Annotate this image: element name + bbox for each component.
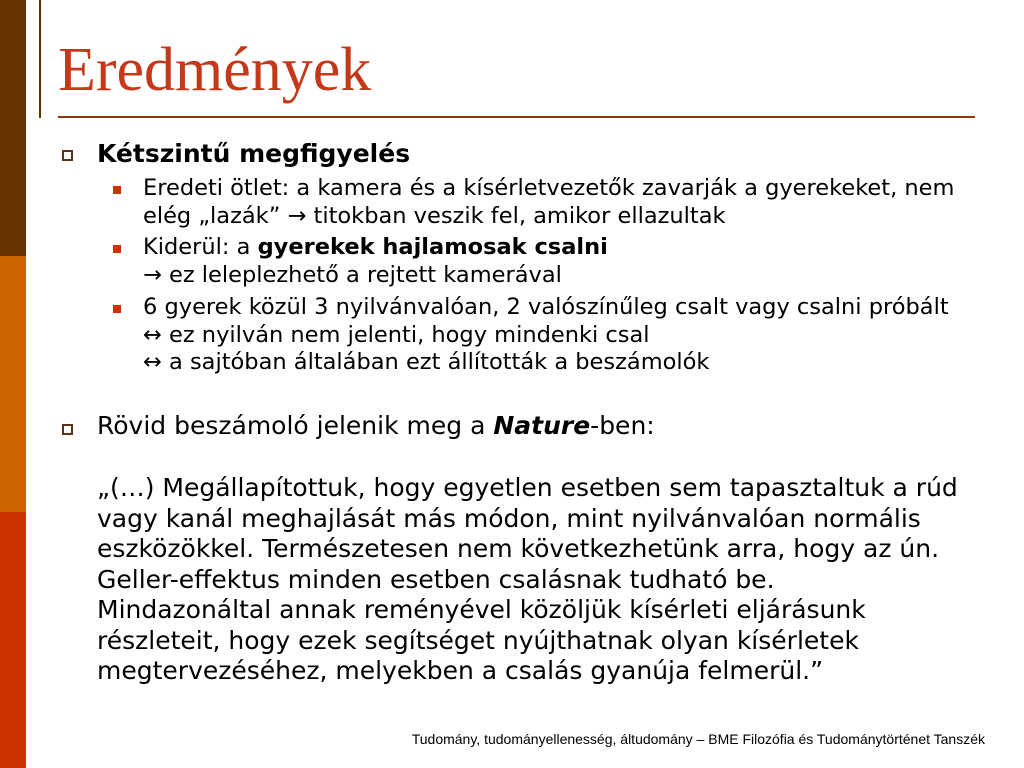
quote-line: részleteit, hogy ezek segítséget nyújthatnak olyan kísérletek [97, 625, 859, 655]
subpoint-line: → ez leleplezhető a rejtett kamerával [143, 261, 562, 288]
quote-line: megtervezéséhez, melyekben a csalás gyanúja felmerül.” [97, 656, 824, 685]
decor-strip-top [0, 0, 26, 256]
decor-strip-bottom [0, 512, 26, 768]
filled-square-bullet-icon [113, 186, 121, 194]
quote-line: eszközökkel. Természetesen nem következhetünk arra, hogy az ún. [97, 534, 940, 563]
decor-strip-middle [0, 256, 26, 512]
slide-title: Eredmények [58, 36, 372, 104]
subpoint-line: 6 gyerek közül 3 nyilvánvalóan, 2 valószínűleg csalt vagy csalni próbált [143, 294, 949, 320]
journal-name: Nature [493, 411, 591, 440]
decor-vertical-line [39, 0, 41, 118]
subpoint-line: Eredeti ötlet: a kamera és a kísérletvezetők zavarják a gyerekeket, nem [143, 175, 955, 201]
quote-line: vagy kanál meghajlását más módon, mint nyilvánvalóan normális [97, 503, 921, 533]
subpoint-line: ↔ a sajtóban általában ezt állították a beszámolók [143, 349, 710, 375]
hollow-square-bullet-icon [62, 424, 73, 435]
bullet-point-2 [97, 411, 655, 442]
point-text [97, 411, 655, 442]
filled-square-bullet-icon [113, 305, 121, 313]
quote-line: Mindazonáltal annak reményével közöljük kísérleti eljárásunk [97, 595, 866, 624]
point-text-before: Rövid beszámoló jelenik meg a [97, 411, 494, 440]
subpoint-text: Kiderül: a [143, 234, 258, 260]
point-text-after: -ben: [590, 411, 655, 440]
subpoint-2 [143, 234, 608, 289]
subpoint-line: ↔ ez nyilván nem jelenti, hogy mindenki csal [143, 321, 650, 348]
point-heading: Kétszintű megfigyelés [97, 139, 411, 168]
subpoint-3 [143, 294, 949, 377]
hollow-square-bullet-icon [62, 150, 73, 161]
quote-line: Geller-effektus minden esetben csalásnak tudható be. [97, 564, 775, 594]
subpoint-emphasis: gyerekek hajlamosak csalni [257, 234, 608, 260]
quote-line: „(…) Megállapítottuk, hogy egyetlen esetben sem tapasztaltuk a rúd [97, 473, 958, 502]
subpoint-line: elég „lazák” → titokban veszik fel, amikor ellazultak [143, 202, 726, 229]
slide-footer: Tudomány, tudományellenesség, áltudomány – BME Filozófia és Tudománytörténet Tanszék [411, 731, 985, 747]
filled-square-bullet-icon [113, 245, 121, 253]
title-underline [58, 116, 975, 118]
bullet-point-1 [97, 139, 410, 170]
quote-block [97, 473, 958, 687]
subpoint-1 [143, 175, 954, 230]
subpoint-line [143, 234, 608, 262]
